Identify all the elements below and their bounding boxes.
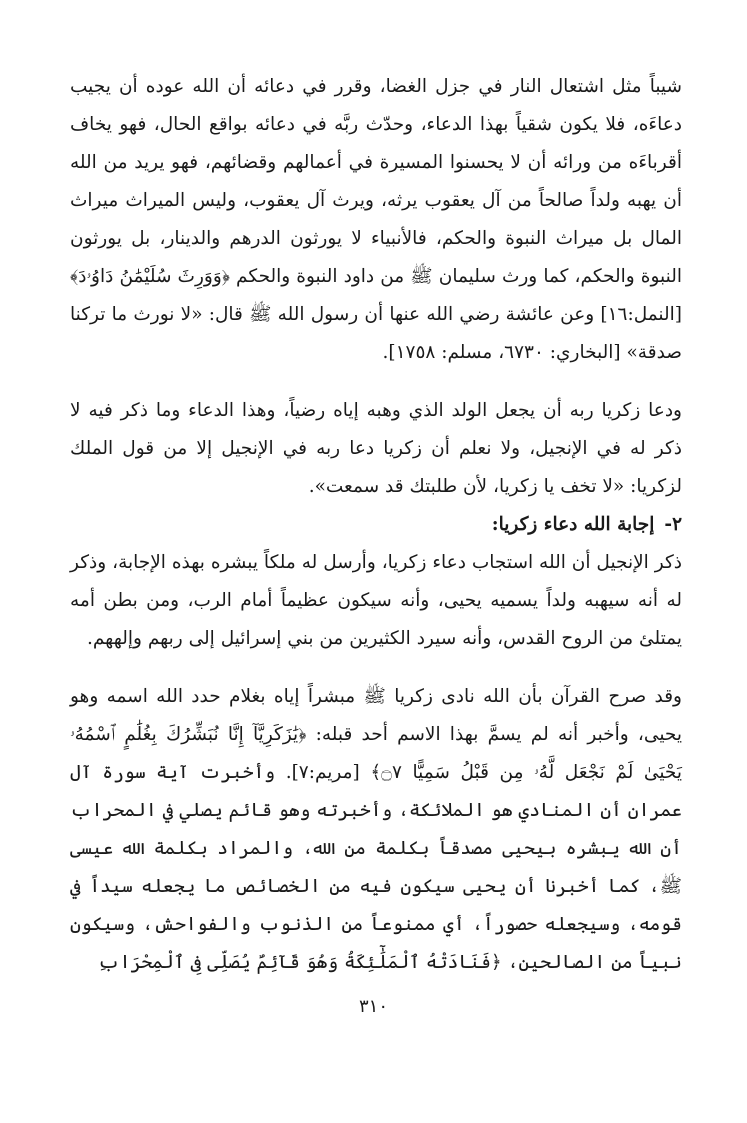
section-heading (70, 506, 682, 544)
section-title: إجابة الله دعاء زكريا: (491, 514, 655, 535)
paragraph-3: ذكر الإنجيل أن الله استجاب دعاء زكريا، وأرسل له ملكاً يبشره بهذه الإجابة، وذكر له أنه سيهبه ولداً يسميه يحيى، وأنه سيكون عظيماً أمام الرب، ومن بطن أمه يمتلئ من الروح القدس، وأنه سيرد الكثيرين من بني إسرائيل إلى ربهم وإلههم. (70, 552, 682, 649)
paragraph-1: شيباً مثل اشتعال النار في جزل الغضا، وقرر في دعائه أن الله عوده أن يجيب دعاءَه، فلا يكون شقياً بهذا الدعاء، وحدّث ربَّه في دعائه بواقع الحال، فهو يخاف أقرباءَه من ورائه أن لا يحسنوا المسيرة في أعمالهم وقضائهم، فهو يريد من الله أن يهبه ولداً صالحاً من آل يعقوب يرثه، ويرث آل يعقوب، وليس الميراث ميراث المال بل ميراث النبوة والحكم، فالأنبياء لا يورثون الدرهم والدينار، بل يورثون النبوة والحكم، كما ورث سليمان ﷺ من داود النبوة والحكم ﴿وَوَرِثَ سُلَيْمَٰنُ دَاوُۥدَ﴾ [النمل:١٦] وعن عائشة رضي الله عنها أن رسول الله ﷺ قال: «لا نورث ما تركنا صدقة» [البخاري: ٦٧٣٠، مسلم: ١٧٥٨]. (70, 76, 682, 363)
paragraph-2: ودعا زكريا ربه أن يجعل الولد الذي وهبه إياه رضياً، وهذا الدعاء وما ذكر فيه لا ذكر له في الإنجيل، ولا نعلم أن زكريا دعا ربه في الإنجيل إلا من قول الملك لزكريا: «لا تخف يا زكريا، لأن طلبتك قد سمعت». (70, 400, 682, 497)
paragraph-4: وقد صرح القرآن بأن الله نادى زكريا ﷺ مبشراً إياه بغلام حدد الله اسمه وهو يحيى، وأخبر أنه لم يسمَّ بهذا الاسم أحد قبله: ﴿يَٰزَكَرِيَّآ إِنَّا نُبَشِّرُكَ بِغُلَٰمٍ ٱسْمُهُۥ يَحْيَىٰ لَمْ نَجْعَل لَّهُۥ مِن قَبْلُ سَمِيًّا ۝٧﴾ [مريم:٧]. وأخبرت آية سورة آل عمران أن المنادي هو الملائكة، وأخبرته وهو قائم يصلي في المحراب أن الله يبشره بيحيى مصدقاً بكلمة من الله، والمراد بكلمة الله عيسى ﷺ، كما أخبرنا أن يحيى سيكون فيه من الخصائص ما يجعله سيداً في قومه، وسيجعله حصوراً، أي ممنوعاً من الذنوب والفواحش، وسيكون نبياً من الصالحين، ﴿فَنَادَتْهُ ٱلْمَلَٰٓئِكَةُ وَهُوَ قَآئِمٌ يُصَلِّى فِى ٱلْمِحْرَابِ (70, 686, 682, 973)
page-number: ٣١٠ (358, 996, 388, 1017)
section-number: ٢- (664, 514, 682, 535)
page-body (70, 68, 682, 982)
paragraph-gap (70, 658, 682, 678)
paragraph-gap (70, 372, 682, 392)
